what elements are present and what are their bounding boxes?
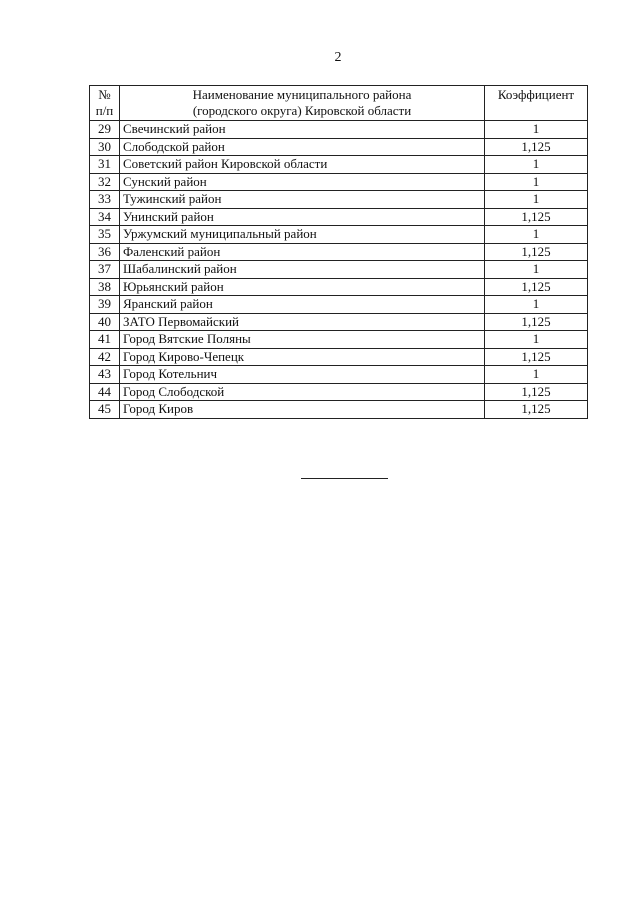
row-number: 39: [90, 296, 120, 314]
table-body: [90, 121, 588, 419]
row-coefficient: 1,125: [485, 278, 588, 296]
table-row: [90, 278, 588, 296]
table-row: [90, 313, 588, 331]
table-row: [90, 156, 588, 174]
row-name: Яранский район: [120, 296, 485, 314]
row-name: Фаленский район: [120, 243, 485, 261]
table-row: [90, 243, 588, 261]
header-name-line2: (городского округа) Кировской области: [192, 103, 412, 118]
row-coefficient: 1,125: [485, 208, 588, 226]
row-name: Тужинский район: [120, 191, 485, 209]
header-number-line1: №: [98, 87, 111, 102]
row-number: 31: [90, 156, 120, 174]
row-name: Город Кирово-Чепецк: [120, 348, 485, 366]
row-coefficient: 1,125: [485, 401, 588, 419]
closing-rule: [301, 478, 388, 479]
table-row: [90, 121, 588, 139]
row-number: 41: [90, 331, 120, 349]
row-coefficient: 1: [485, 173, 588, 191]
row-coefficient: 1,125: [485, 348, 588, 366]
table-row: [90, 191, 588, 209]
header-coefficient: [485, 86, 588, 121]
row-coefficient: 1: [485, 191, 588, 209]
table-row: [90, 296, 588, 314]
row-name: Унинский район: [120, 208, 485, 226]
row-name: Город Киров: [120, 401, 485, 419]
row-number: 34: [90, 208, 120, 226]
table-row: [90, 331, 588, 349]
row-number: 36: [90, 243, 120, 261]
row-coefficient: 1: [485, 296, 588, 314]
row-coefficient: 1,125: [485, 243, 588, 261]
row-coefficient: 1: [485, 261, 588, 279]
row-coefficient: 1,125: [485, 383, 588, 401]
table-row: [90, 226, 588, 244]
row-coefficient: 1: [485, 156, 588, 174]
row-number: 30: [90, 138, 120, 156]
table-row: [90, 261, 588, 279]
header-number: [90, 86, 120, 121]
row-name: Сунский район: [120, 173, 485, 191]
row-coefficient: 1: [485, 226, 588, 244]
row-name: Юрьянский район: [120, 278, 485, 296]
header-name-line1: Наименование муниципального района: [192, 87, 412, 102]
row-number: 32: [90, 173, 120, 191]
row-name: Город Слободской: [120, 383, 485, 401]
table-row: [90, 208, 588, 226]
row-number: 42: [90, 348, 120, 366]
table-row: [90, 348, 588, 366]
row-number: 45: [90, 401, 120, 419]
row-number: 44: [90, 383, 120, 401]
row-name: Шабалинский район: [120, 261, 485, 279]
table-row: [90, 383, 588, 401]
table-row: [90, 401, 588, 419]
row-coefficient: 1: [485, 121, 588, 139]
row-name: ЗАТО Первомайский: [120, 313, 485, 331]
row-name: Слободской район: [120, 138, 485, 156]
table-row: [90, 366, 588, 384]
row-number: 29: [90, 121, 120, 139]
header-number-line2: п/п: [95, 103, 114, 118]
row-coefficient: 1,125: [485, 138, 588, 156]
coefficient-table: [89, 85, 588, 419]
row-coefficient: 1: [485, 366, 588, 384]
row-coefficient: 1,125: [485, 313, 588, 331]
row-coefficient: 1: [485, 331, 588, 349]
row-number: 33: [90, 191, 120, 209]
row-name: Уржумский муниципальный район: [120, 226, 485, 244]
row-number: 43: [90, 366, 120, 384]
row-number: 37: [90, 261, 120, 279]
header-name: [120, 86, 485, 121]
table-row: [90, 138, 588, 156]
row-name: Город Котельнич: [120, 366, 485, 384]
row-name: Свечинский район: [120, 121, 485, 139]
row-name: Советский район Кировской области: [120, 156, 485, 174]
header-row: [90, 86, 588, 121]
row-name: Город Вятские Поляны: [120, 331, 485, 349]
row-number: 35: [90, 226, 120, 244]
page-number: 2: [334, 50, 342, 65]
row-number: 38: [90, 278, 120, 296]
table-header: [90, 86, 588, 121]
header-coefficient-label: Коэффициент: [497, 87, 575, 102]
row-number: 40: [90, 313, 120, 331]
table-row: [90, 173, 588, 191]
